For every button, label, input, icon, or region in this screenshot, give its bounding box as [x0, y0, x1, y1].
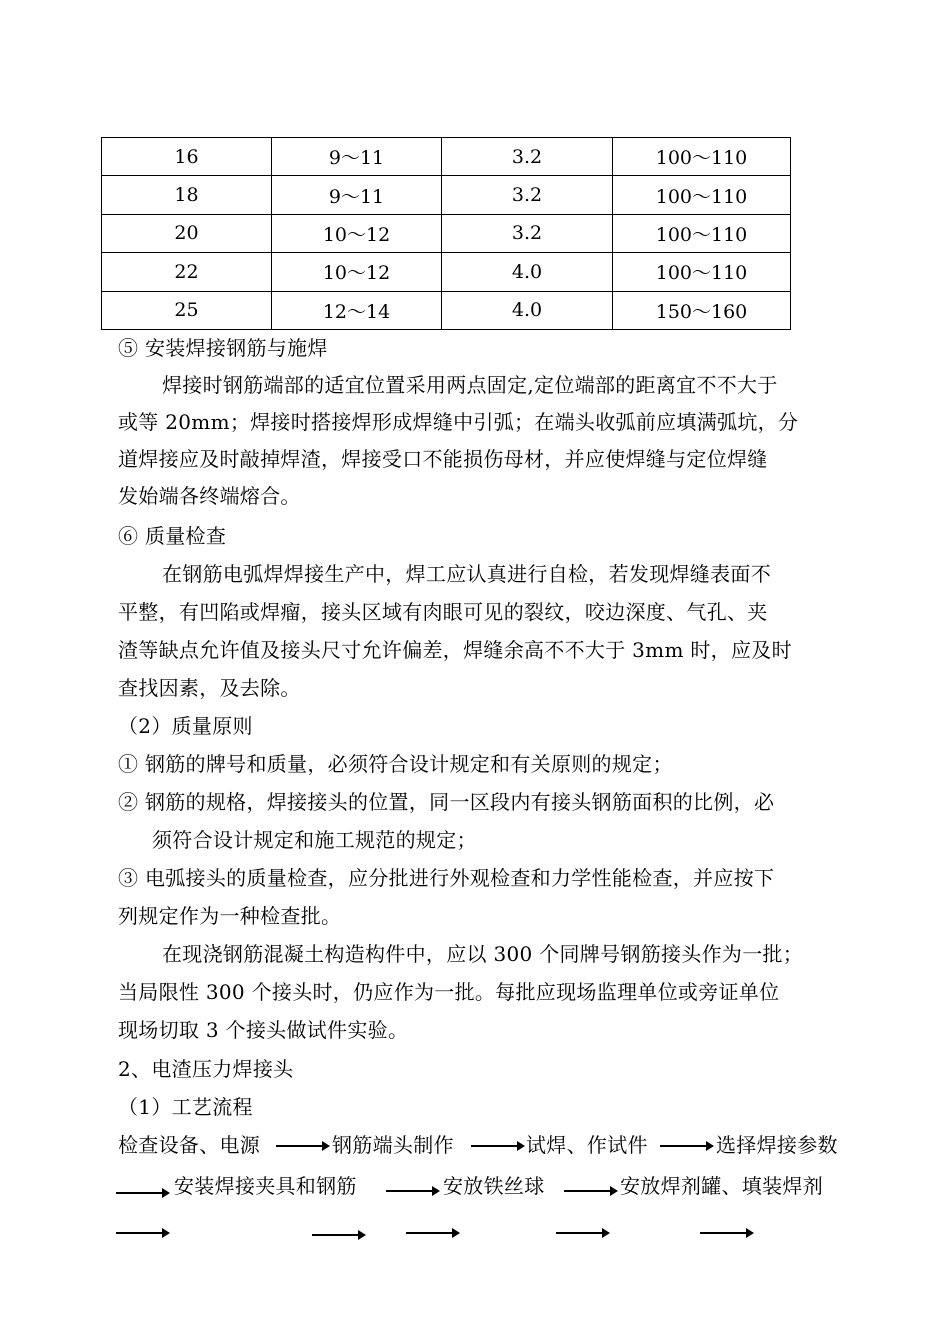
flow-step: 试焊、作试件 — [526, 1133, 648, 1157]
quality-standard-heading: （2）质量原则 — [118, 714, 253, 738]
flow-arrow-icon — [116, 1232, 168, 1234]
flow-arrow-icon — [406, 1232, 458, 1234]
flow-arrow-icon — [471, 1145, 523, 1147]
table-cell: 9～11 — [272, 138, 442, 176]
section-2-heading: 2、电渣压力焊接头 — [118, 1057, 294, 1081]
list-item: ① 钢筋的牌号和质量，必须符合设计规定和有关原则的规定； — [118, 752, 673, 776]
table-cell: 100～110 — [613, 214, 791, 252]
table-cell: 25 — [102, 291, 272, 329]
flow-arrow-icon — [312, 1234, 364, 1236]
flow-arrow-icon — [564, 1190, 616, 1192]
section-5-heading: ⑤ 安装焊接钢筋与施焊 — [118, 336, 328, 360]
flow-arrow-icon — [116, 1192, 168, 1194]
paragraph-line: 平整，有凹陷或焊瘤，接头区域有肉眼可见的裂纹，咬边深度、气孔、夹 — [118, 600, 768, 624]
paragraph-line: 或等 20mm；焊接时搭接焊形成焊缝中引弧；在端头收弧前应填满弧坑，分 — [118, 410, 799, 434]
table-cell: 12～14 — [272, 291, 442, 329]
flow-step: 安放铁丝球 — [443, 1174, 545, 1198]
table-cell: 22 — [102, 253, 272, 291]
table-cell: 10～12 — [272, 253, 442, 291]
table-cell: 3.2 — [442, 176, 613, 214]
table-cell: 16 — [102, 138, 272, 176]
list-item-continuation: 列规定作为一种检查批。 — [118, 904, 342, 928]
flow-step: 钢筋端头制作 — [332, 1133, 454, 1157]
table-cell: 150～160 — [613, 291, 791, 329]
table-cell: 4.0 — [442, 291, 613, 329]
table-cell: 10～12 — [272, 214, 442, 252]
list-item: ③ 电弧接头的质量检查，应分批进行外观检查和力学性能检查，并应按下 — [118, 866, 775, 890]
table-row — [102, 214, 791, 252]
table-row — [102, 253, 791, 291]
flow-step: 检查设备、电源 — [118, 1133, 261, 1157]
paragraph-line: 焊接时钢筋端部的适宜位置采用两点固定,定位端部的距离宜不不大于 — [162, 373, 778, 397]
table-cell: 3.2 — [442, 214, 613, 252]
process-flow-heading: （1）工艺流程 — [118, 1095, 253, 1119]
paragraph-line: 在现浇钢筋混凝土构造构件中，应以 300 个同牌号钢筋接头作为一批； — [162, 942, 804, 966]
paragraph-line: 在钢筋电弧焊焊接生产中，焊工应认真进行自检，若发现焊缝表面不 — [162, 562, 771, 586]
table-cell: 18 — [102, 176, 272, 214]
flow-arrow-icon — [660, 1145, 712, 1147]
table-cell: 9～11 — [272, 176, 442, 214]
table-cell: 4.0 — [442, 253, 613, 291]
table-cell: 100～110 — [613, 253, 791, 291]
flow-step: 选择焊接参数 — [716, 1133, 838, 1157]
table-cell: 100～110 — [613, 176, 791, 214]
table-row — [102, 291, 791, 329]
paragraph-line: 查找因素，及去除。 — [118, 676, 301, 700]
table-cell: 100～110 — [613, 138, 791, 176]
flow-step: 安装焊接夹具和钢筋 — [174, 1174, 357, 1198]
flow-arrow-icon — [700, 1232, 752, 1234]
table-cell: 20 — [102, 214, 272, 252]
list-item: ② 钢筋的规格，焊接接头的位置，同一区段内有接头钢筋面积的比例，必 — [118, 790, 775, 814]
table-row — [102, 176, 791, 214]
paragraph-line: 渣等缺点允许值及接头尺寸允许偏差，焊缝余高不不大于 3mm 时，应及时 — [118, 638, 792, 662]
flow-step: 安放焊剂罐、填装焊剂 — [620, 1174, 823, 1198]
list-item-continuation: 须符合设计规定和施工规范的规定； — [152, 828, 477, 852]
flow-arrow-icon — [276, 1145, 328, 1147]
paragraph-line: 现场切取 3 个接头做试件实验。 — [118, 1018, 409, 1042]
paragraph-line: 发始端各终端熔合。 — [118, 484, 301, 508]
paragraph-line: 当局限性 300 个接头时，仍应作为一批。每批应现场监理单位或旁证单位 — [118, 980, 780, 1004]
section-6-heading: ⑥ 质量检查 — [118, 524, 227, 548]
flow-arrow-icon — [556, 1232, 608, 1234]
table-cell: 3.2 — [442, 138, 613, 176]
paragraph-line: 道焊接应及时敲掉焊渣，焊接受口不能损伤母材，并应使焊缝与定位焊缝 — [118, 447, 768, 471]
flow-arrow-icon — [386, 1190, 438, 1192]
welding-parameter-table — [101, 137, 791, 330]
table-row — [102, 138, 791, 176]
